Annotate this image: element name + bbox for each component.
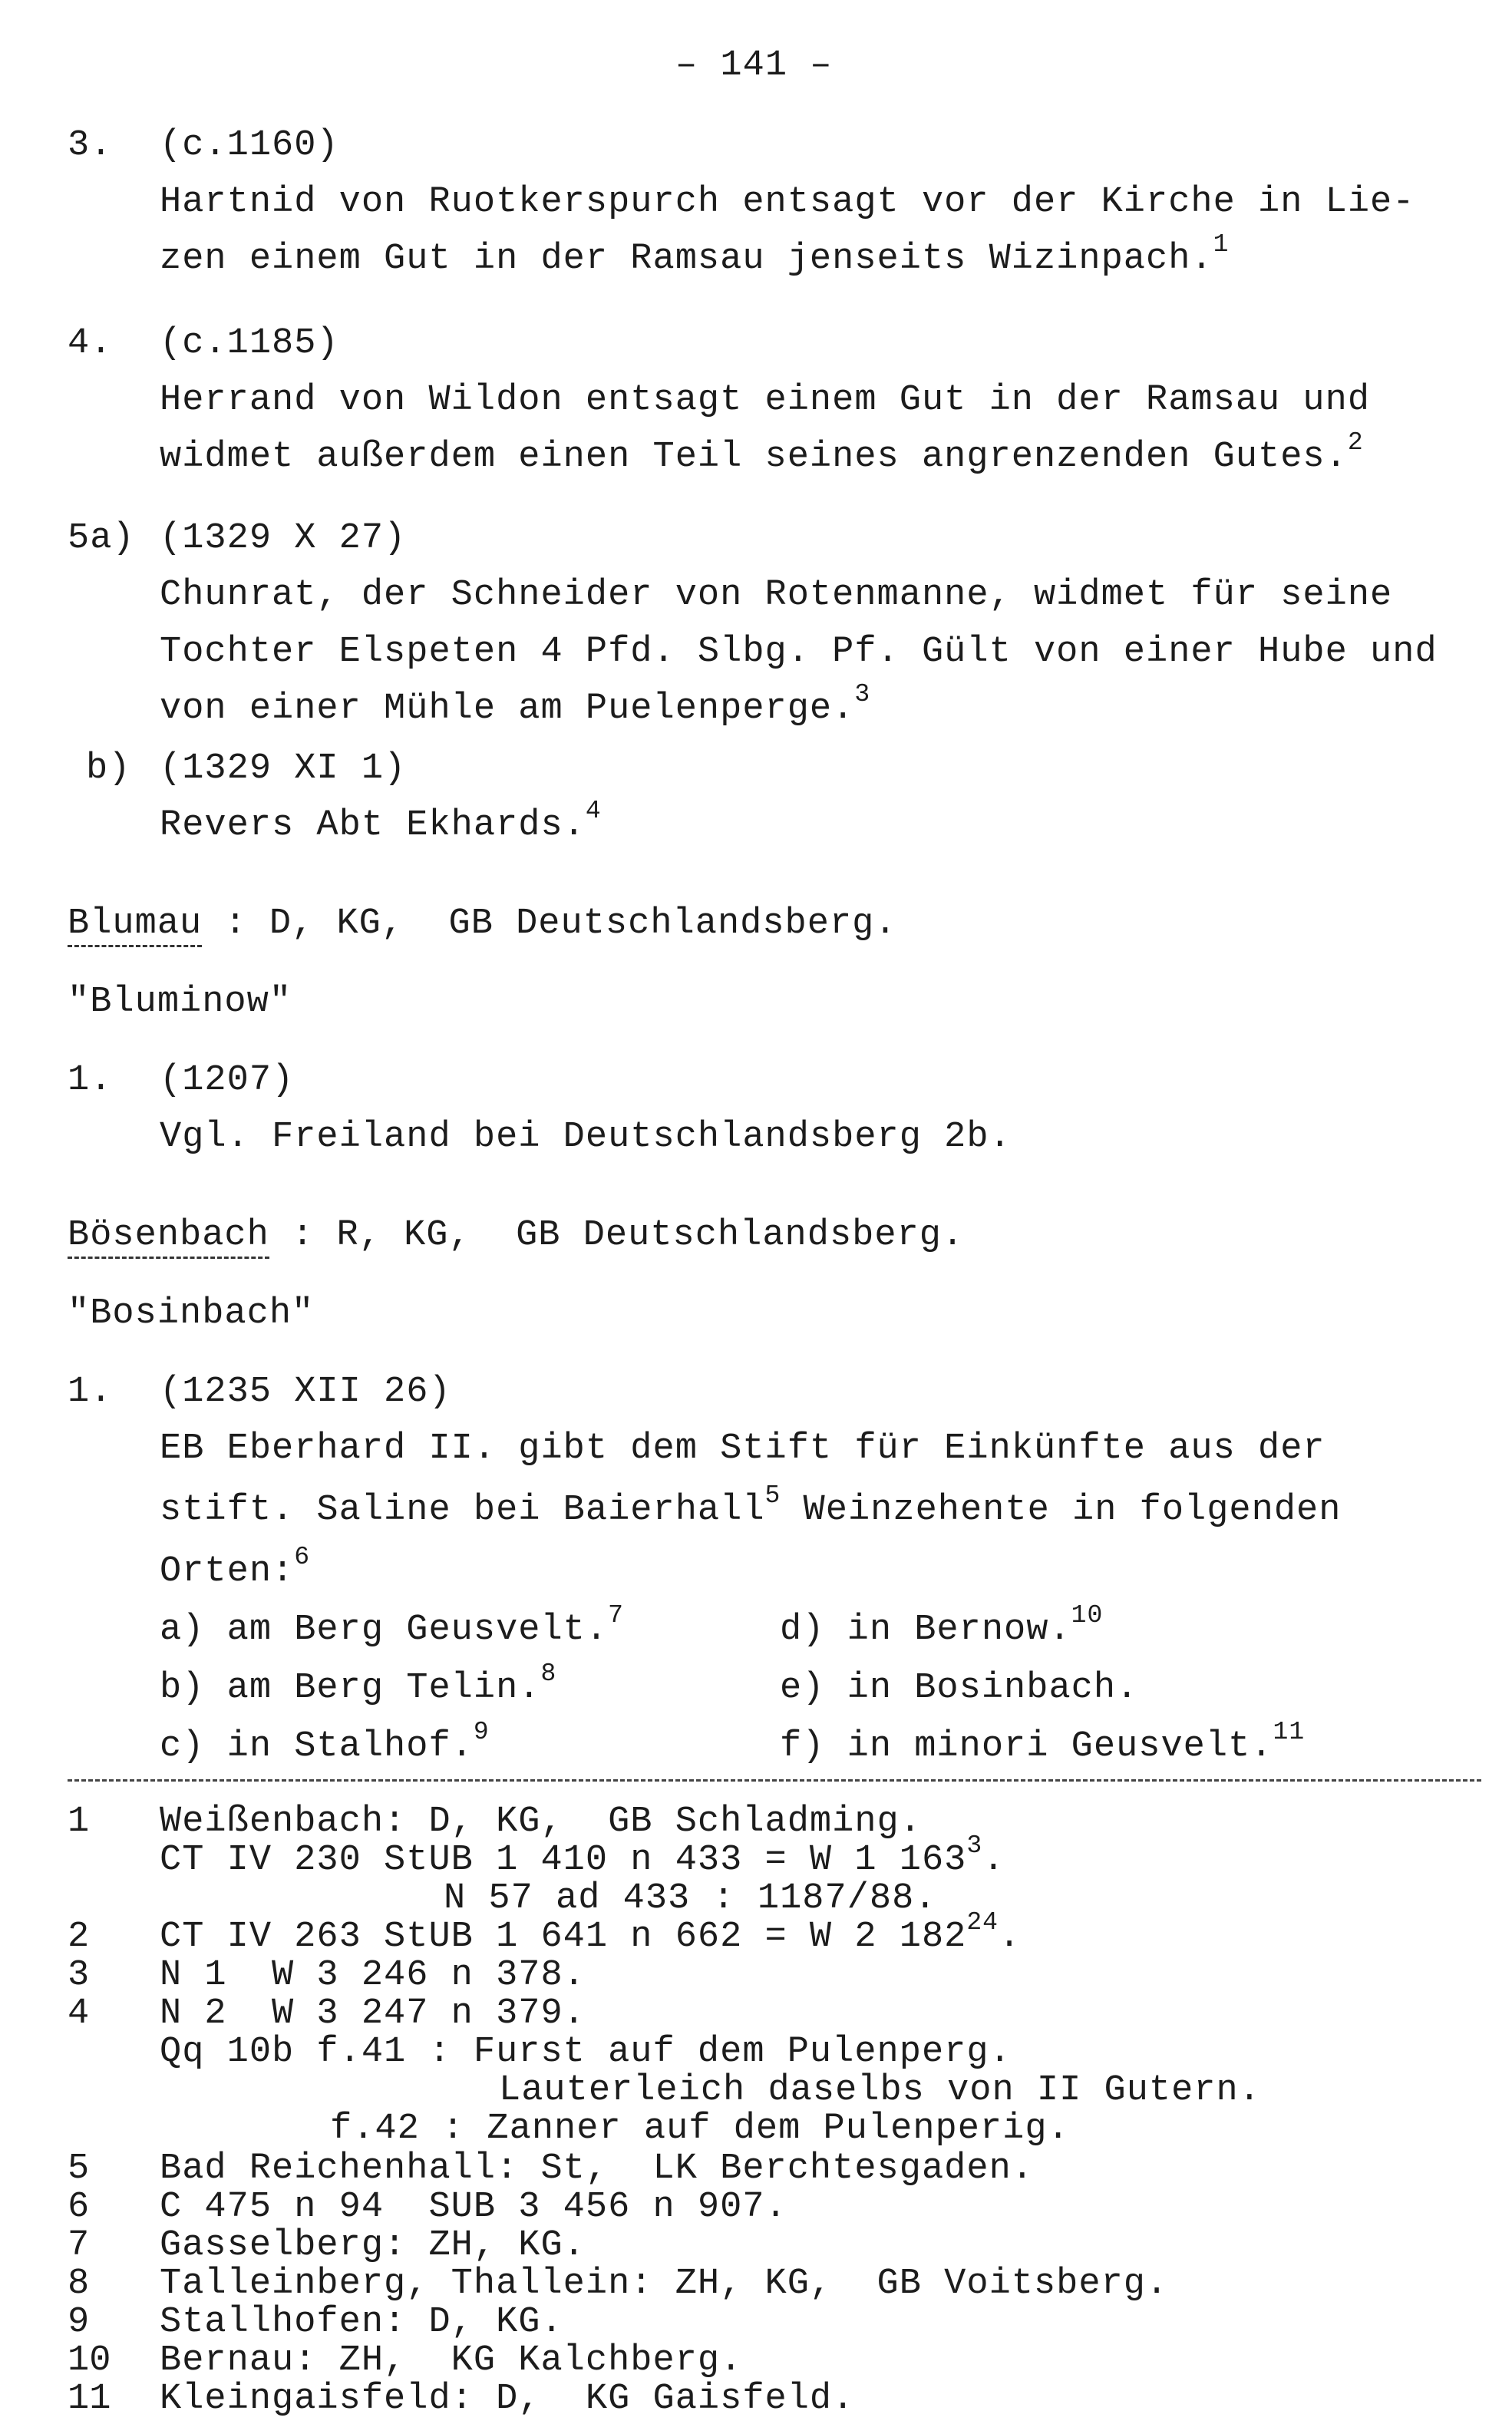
entry-date: (1329 XI 1)	[160, 748, 407, 789]
footnote-text: Bad Reichenhall: St, LK Berchtesgaden.	[160, 2148, 1034, 2189]
entry-number: b)	[86, 748, 131, 789]
footnote-text: CT IV 263 StUB 1 641 n 662 = W 2 $182^{24}$.	[160, 1908, 1022, 1957]
list-item: c) in Stalhof.$^9$	[160, 1718, 490, 1767]
footnote-ref: 10	[1071, 1601, 1104, 1630]
footnote-ref: 9	[473, 1718, 490, 1746]
place-name: Bösenbach	[68, 1215, 269, 1259]
place-heading-blumau	[68, 903, 897, 944]
entry-date: (1235 XII 26)	[160, 1372, 451, 1412]
footnote-ref: 1	[1213, 230, 1230, 259]
footnote-text: N 57 ad 433 : 1187/88.	[444, 1878, 937, 1919]
footnote-number: 4	[68, 1993, 90, 2034]
page-number: – 141 –	[675, 45, 833, 86]
old-place-name: "Bluminow"	[68, 982, 292, 1022]
footnote-ref: 3	[966, 1831, 983, 1860]
entry-date: (c.1160)	[160, 125, 339, 166]
footnote-text: N 1 W 3 246 n 378.	[160, 1955, 586, 1996]
footnote-number: 2	[68, 1917, 90, 1957]
footnote-number: 10	[68, 2340, 111, 2381]
footnote-number: 11	[68, 2379, 111, 2419]
footnote-text: Talleinberg, Thallein: ZH, KG, GB Voitsberg.	[160, 2264, 1169, 2304]
footnote-text: C 475 n 94 SUB 3 456 n 907.	[160, 2187, 787, 2228]
footnote-text: Lauterleich daselbs von II Gutern.	[499, 2070, 1261, 2111]
entry-number: 1.	[68, 1372, 113, 1412]
old-place-name: "Bosinbach"	[68, 1293, 315, 1334]
footnote-number: 5	[68, 2148, 90, 2189]
entry-number: 1.	[68, 1060, 113, 1101]
footnote-ref: 3	[854, 680, 871, 708]
place-heading-boesenbach	[68, 1215, 965, 1256]
footnote-text: Gasselberg: ZH, KG.	[160, 2225, 586, 2266]
footnote-ref: 8	[540, 1660, 557, 1688]
entry-text: Vgl. Freiland bei Deutschlandsberg 2b.	[160, 1117, 1012, 1158]
footnote-number: 9	[68, 2302, 90, 2343]
entry-text: Hartnid von Ruotkerspurch entsagt vor der Kirche in Lie-	[160, 182, 1415, 223]
footnote-ref: 6	[294, 1543, 311, 1571]
footnote-text: CT IV 230 StUB 1 410 n 433 = W 1 $163^3$.	[160, 1831, 1005, 1881]
footnote-text: Bernau: ZH, KG Kalchberg.	[160, 2340, 743, 2381]
entry-text: zen einem Gut in der Ramsau jenseits Wizinpach.$^1$	[160, 230, 1230, 279]
entry-text: Chunrat, der Schneider von Rotenmanne, widmet für seine	[160, 575, 1393, 616]
footnote-ref: 2	[1347, 428, 1364, 457]
footnote-ref: 5	[764, 1481, 781, 1510]
entry-number: 5a)	[68, 518, 135, 559]
footnote-ref: 11	[1273, 1718, 1306, 1746]
list-item: a) am Berg Geusvelt.$^7$	[160, 1601, 624, 1650]
list-item: d) in Bernow.$^{10}$	[780, 1601, 1104, 1650]
footnote-number: 7	[68, 2225, 90, 2266]
footnote-ref: 4	[585, 797, 602, 825]
entry-date: (1207)	[160, 1060, 295, 1101]
footnote-number: 1	[68, 1802, 90, 1842]
footnote-number: 3	[68, 1955, 90, 1996]
list-item: b) am Berg Telin.$^8$	[160, 1660, 557, 1709]
place-info: : D, KG, GB Deutschlandsberg.	[202, 903, 897, 944]
footnote-text: Stallhofen: D, KG.	[160, 2302, 563, 2343]
footnote-text: Qq 10b f.41 : Furst auf dem Pulenperg.	[160, 2032, 1012, 2072]
list-item: e) in Bosinbach.	[780, 1668, 1139, 1709]
list-item: f) in minori Geusvelt.$^{11}$	[780, 1718, 1306, 1767]
entry-date: (1329 X 27)	[160, 518, 407, 559]
entry-text: widmet außerdem einen Teil seines angrenzenden Gutes.$^2$	[160, 428, 1364, 477]
entry-text: Orten:$^6$	[160, 1543, 311, 1592]
entry-text: von einer Mühle am Puelenperge.$^3$	[160, 680, 871, 729]
footnote-text: Weißenbach: D, KG, GB Schladming.	[160, 1802, 922, 1842]
entry-text: EB Eberhard II. gibt dem Stift für Einkünfte aus der	[160, 1428, 1325, 1469]
footnote-ref: 24	[966, 1908, 999, 1937]
footnote-text: f.42 : Zanner auf dem Pulenperig.	[330, 2109, 1070, 2149]
footnote-number: 8	[68, 2264, 90, 2304]
entry-text: Herrand von Wildon entsagt einem Gut in der Ramsau und	[160, 380, 1371, 421]
entry-text: Tochter Elspeten 4 Pfd. Slbg. Pf. Gült von einer Hube und	[160, 632, 1438, 672]
footnote-separator	[68, 1779, 1481, 1782]
footnote-text: Kleingaisfeld: D, KG Gaisfeld.	[160, 2379, 855, 2419]
place-info: : R, KG, GB Deutschlandsberg.	[269, 1215, 965, 1256]
footnote-number: 6	[68, 2187, 90, 2228]
entry-number: 3.	[68, 125, 113, 166]
entry-date: (c.1185)	[160, 323, 339, 364]
footnote-ref: 7	[608, 1601, 624, 1630]
footnote-text: N 2 W 3 247 n 379.	[160, 1993, 586, 2034]
entry-text: Revers Abt Ekhards.$^4$	[160, 797, 602, 846]
entry-number: 4.	[68, 323, 113, 364]
entry-text: stift. Saline bei Baierhall$^5$ Weinzehente in folgenden	[160, 1481, 1342, 1531]
place-name: Blumau	[68, 903, 202, 947]
